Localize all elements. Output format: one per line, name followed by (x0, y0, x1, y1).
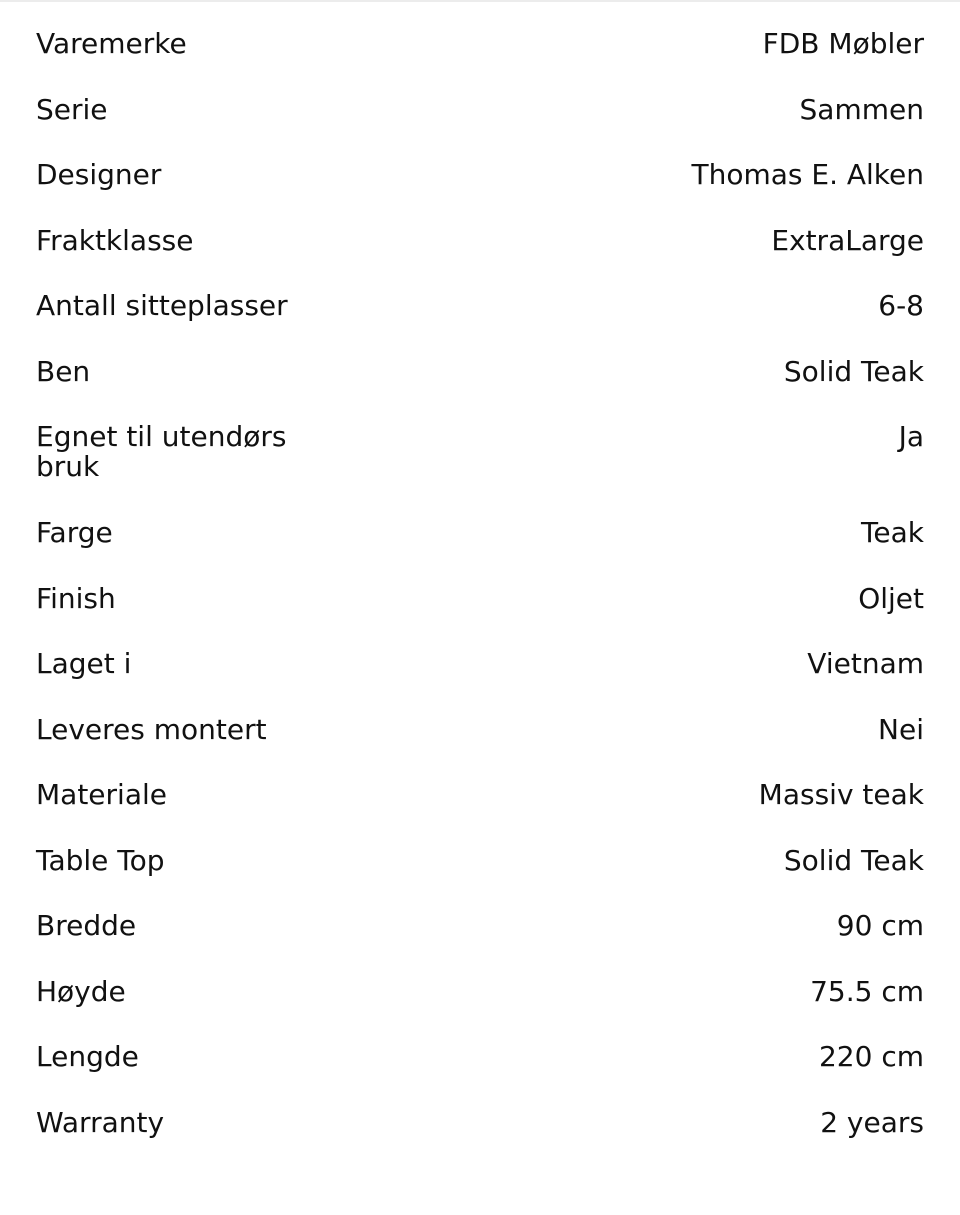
spec-label: Leveres montert (36, 712, 267, 746)
spec-value: FDB Møbler (762, 27, 924, 60)
spec-value: 75.5 cm (810, 974, 924, 1008)
spec-row-materiale (36, 761, 924, 827)
spec-row-serie (36, 76, 924, 142)
spec-value: 6-8 (878, 289, 924, 322)
spec-row-table-top (36, 827, 924, 893)
spec-value: Oljet (858, 581, 924, 615)
spec-row-designer (36, 141, 924, 207)
spec-value: Teak (861, 516, 924, 549)
spec-label: Materiale (36, 778, 167, 811)
spec-label: Antall sitteplasser (36, 289, 288, 322)
spec-row-laget-i (36, 630, 924, 696)
product-specifications-list (36, 10, 924, 1154)
spec-value: Massiv teak (758, 778, 924, 811)
spec-label: Varemerke (36, 27, 187, 60)
spec-value: Vietnam (807, 647, 924, 680)
spec-value: ExtraLarge (771, 223, 924, 257)
spec-label: Designer (36, 158, 162, 191)
spec-value: 90 cm (836, 909, 924, 942)
spec-row-leveres-montert (36, 696, 924, 762)
spec-row-bredde (36, 892, 924, 958)
spec-label: Lengde (36, 1040, 139, 1073)
spec-row-warranty (36, 1089, 924, 1155)
spec-row-hoyde (36, 958, 924, 1024)
spec-value: Sammen (799, 92, 924, 126)
spec-value: 220 cm (818, 1040, 924, 1073)
spec-label: Fraktklasse (36, 223, 194, 257)
spec-value: Solid Teak (783, 843, 924, 877)
spec-label: Warranty (36, 1105, 165, 1139)
spec-label: Finish (36, 581, 116, 615)
top-divider (0, 0, 960, 2)
spec-label: Farge (36, 516, 113, 549)
spec-value: Ja (898, 420, 924, 453)
spec-label: Egnet til utendørs bruk (36, 420, 287, 483)
spec-row-farge (36, 499, 924, 565)
spec-row-varemerke (36, 10, 924, 76)
spec-value: 2 years (820, 1105, 924, 1139)
spec-row-lengde (36, 1023, 924, 1089)
spec-value: Nei (878, 712, 924, 746)
spec-row-ben (36, 338, 924, 404)
spec-row-finish (36, 565, 924, 631)
spec-value: Solid Teak (783, 354, 924, 388)
spec-row-antall-sitteplasser (36, 272, 924, 338)
spec-label: Bredde (36, 909, 137, 942)
spec-label: Høyde (36, 974, 126, 1008)
spec-row-fraktklasse (36, 207, 924, 273)
spec-row-egnet-til-utendors-bruk (36, 403, 924, 499)
spec-label: Table Top (36, 843, 165, 877)
spec-label: Ben (36, 354, 91, 388)
spec-label: Serie (36, 92, 108, 126)
spec-label: Laget i (36, 647, 132, 680)
spec-value: Thomas E. Alken (691, 158, 924, 191)
